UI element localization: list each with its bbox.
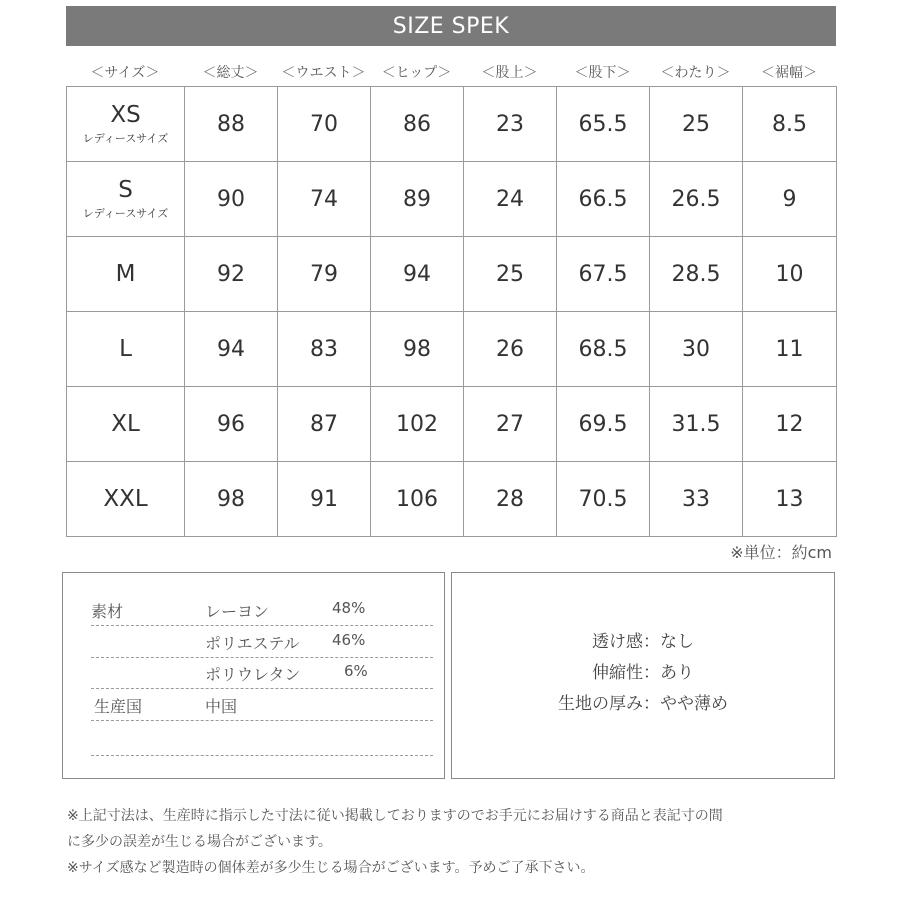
table-row	[67, 387, 837, 462]
size-name: L	[119, 336, 132, 362]
footnotes	[67, 803, 847, 881]
table-cell: 87	[278, 387, 371, 462]
size-cell	[67, 237, 185, 312]
table-cell: 28.5	[650, 237, 743, 312]
table-cell: 91	[278, 462, 371, 537]
material-name: ポリエステル	[205, 634, 300, 653]
table-row	[67, 87, 837, 162]
size-cell	[67, 87, 185, 162]
header-inseam: ＜股下＞	[574, 65, 631, 81]
size-spec-title: SIZE SPEK	[66, 6, 836, 46]
table-cell: 79	[278, 237, 371, 312]
table-cell: 28	[464, 462, 557, 537]
header-thigh: ＜わたり＞	[660, 65, 731, 81]
table-cell: 65.5	[557, 87, 650, 162]
table-cell: 86	[371, 87, 464, 162]
table-cell: 23	[464, 87, 557, 162]
table-cell: 26	[464, 312, 557, 387]
table-row	[67, 162, 837, 237]
table-cell: 10	[743, 237, 837, 312]
size-cell	[67, 462, 185, 537]
table-cell: 8.5	[743, 87, 837, 162]
size-name: S	[118, 177, 133, 203]
table-cell: 94	[185, 312, 278, 387]
table-cell: 68.5	[557, 312, 650, 387]
header-total-length: ＜総丈＞	[202, 65, 259, 81]
header-rise: ＜股上＞	[481, 65, 538, 81]
size-name: XL	[111, 411, 140, 437]
table-cell: 13	[743, 462, 837, 537]
size-table	[66, 86, 837, 537]
table-cell: 12	[743, 387, 837, 462]
table-cell: 30	[650, 312, 743, 387]
table-cell: 94	[371, 237, 464, 312]
unit-note: ※単位：約cm	[730, 543, 832, 562]
size-name: M	[115, 261, 136, 287]
stretch: 伸縮性：あり	[592, 663, 694, 683]
material-percent: 6%	[344, 662, 368, 680]
table-cell: 27	[464, 387, 557, 462]
table-cell: 11	[743, 312, 837, 387]
table-row	[67, 462, 837, 537]
header-waist: ＜ウエスト＞	[281, 65, 366, 81]
table-cell: 92	[185, 237, 278, 312]
table-cell: 88	[185, 87, 278, 162]
column-headers	[66, 60, 836, 84]
table-cell: 24	[464, 162, 557, 237]
table-cell: 102	[371, 387, 464, 462]
footnote-line: に多少の誤差が生じる場合がございます。	[67, 834, 332, 850]
table-cell: 83	[278, 312, 371, 387]
table-cell: 98	[185, 462, 278, 537]
table-cell: 106	[371, 462, 464, 537]
header-hip: ＜ヒップ＞	[381, 65, 452, 81]
table-row	[67, 312, 837, 387]
size-name: XXL	[103, 486, 148, 512]
material-percent: 46%	[332, 631, 366, 649]
table-cell: 33	[650, 462, 743, 537]
properties-box	[451, 572, 835, 779]
footnote-line: ※上記寸法は、生産時に指示した寸法に従い掲載しておりますのでお手元にお届けする商品と表記寸の間	[67, 808, 723, 824]
fabric-properties	[452, 627, 834, 720]
origin-row	[91, 690, 433, 721]
origin-value: 中国	[205, 697, 238, 716]
material-name: ポリウレタン	[205, 665, 301, 684]
table-cell: 9	[743, 162, 837, 237]
material-label: 素材	[91, 602, 124, 621]
table-cell: 70.5	[557, 462, 650, 537]
size-note: レディースサイズ	[82, 132, 169, 145]
material-row	[91, 627, 433, 658]
table-cell: 67.5	[557, 237, 650, 312]
table-cell: 90	[185, 162, 278, 237]
table-row	[67, 237, 837, 312]
table-cell: 98	[371, 312, 464, 387]
table-cell: 69.5	[557, 387, 650, 462]
table-cell: 89	[371, 162, 464, 237]
header-hem-width: ＜裾幅＞	[761, 65, 817, 81]
size-cell	[67, 162, 185, 237]
footnote-line: ※サイズ感など製造時の個体差が多少生じる場合がございます。予めご了承下さい。	[67, 860, 595, 876]
table-cell: 31.5	[650, 387, 743, 462]
size-note: レディースサイズ	[82, 207, 169, 220]
size-cell	[67, 312, 185, 387]
table-cell: 70	[278, 87, 371, 162]
empty-row	[91, 725, 433, 756]
table-cell: 66.5	[557, 162, 650, 237]
table-cell: 26.5	[650, 162, 743, 237]
table-cell: 74	[278, 162, 371, 237]
header-size: ＜サイズ＞	[90, 65, 160, 81]
fabric-thickness: 生地の厚み：やや薄め	[558, 694, 728, 714]
origin-label: 生産国	[94, 697, 143, 716]
table-cell: 25	[464, 237, 557, 312]
sheerness: 透け感：なし	[592, 632, 694, 652]
material-box	[62, 572, 445, 779]
table-cell: 25	[650, 87, 743, 162]
material-name: レーヨン	[205, 602, 270, 621]
size-cell	[67, 387, 185, 462]
material-percent: 48%	[332, 599, 366, 617]
material-row	[91, 658, 433, 689]
size-name: XS	[110, 102, 141, 128]
table-cell: 96	[185, 387, 278, 462]
material-row	[91, 595, 433, 626]
